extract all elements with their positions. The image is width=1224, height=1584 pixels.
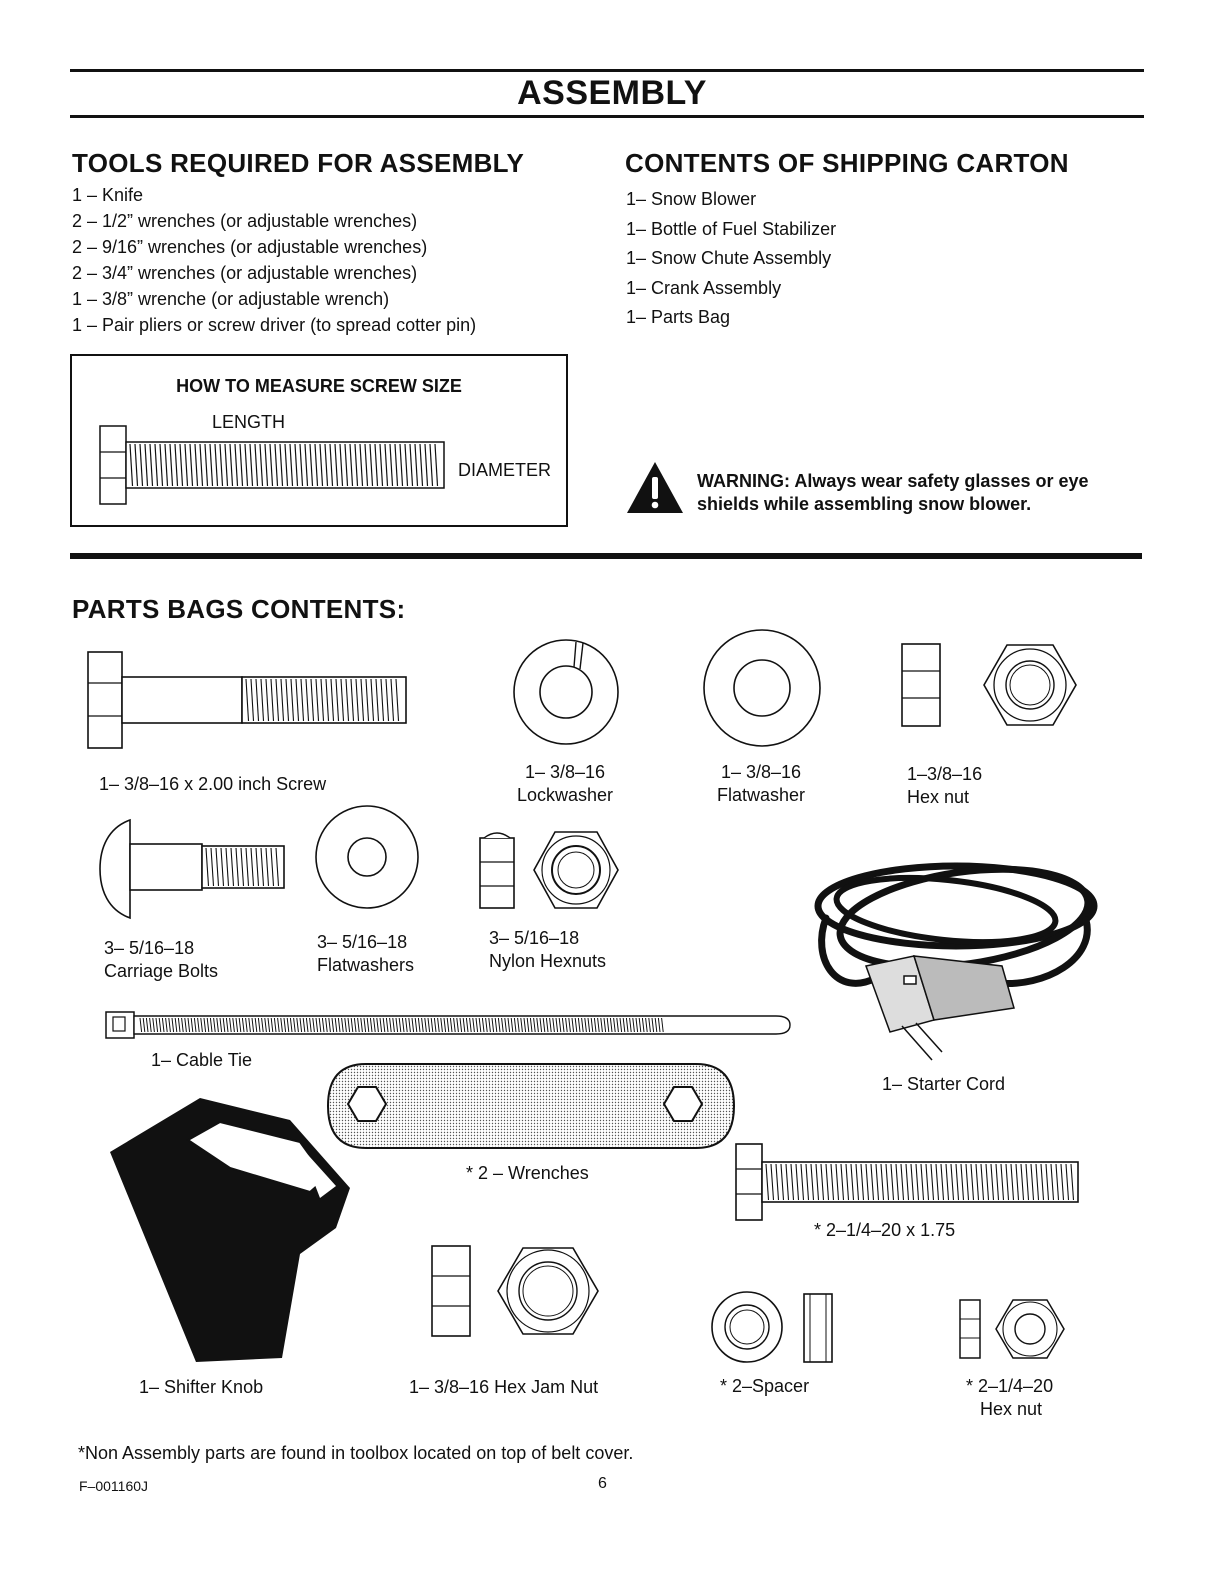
lockwasher-name: Lockwasher: [516, 785, 614, 805]
small-flatwasher-qty: 3– 5/16–18: [317, 932, 408, 952]
nylon-hexnut-icon: [478, 826, 638, 914]
carton-heading: CONTENTS OF SHIPPING CARTON: [625, 148, 1069, 178]
hex-nut-icon: [900, 640, 1085, 730]
tools-heading: TOOLS REQUIRED FOR ASSEMBLY: [72, 148, 525, 178]
parts-heading: PARTS BAGS CONTENTS:: [72, 594, 406, 624]
length-label: LENGTH: [212, 412, 286, 432]
small-flatwasher-icon: [314, 804, 420, 910]
spacer-label: * 2–Spacer: [720, 1376, 810, 1396]
form-number: F–001160J: [79, 1478, 149, 1494]
section-divider: [70, 553, 1142, 559]
cable-tie-label: 1– Cable Tie: [151, 1050, 253, 1070]
page-number: 6: [598, 1475, 607, 1492]
hex-nut-qty: 1–3/8–16: [907, 764, 983, 784]
measure-screw-icon: [98, 424, 458, 506]
nylon-hexnut-qty: 3– 5/16–18: [489, 928, 580, 948]
tool-item: 1 – Pair pliers or screw driver (to spread cotter pin): [72, 315, 477, 335]
flatwasher-name: Flatwasher: [716, 785, 806, 805]
quarter-hexnut-qty: * 2–1/4–20: [966, 1376, 1054, 1396]
tool-item: 1 – Knife: [72, 185, 144, 205]
flatwasher-icon: [702, 628, 822, 748]
warning-text: WARNING: Always wear safety glasses or eye shields while assembling snow blower.: [697, 471, 1089, 514]
carriage-bolt-icon: [98, 818, 288, 920]
wrench-icon: [326, 1062, 736, 1150]
warning-icon: [625, 460, 685, 515]
tool-item: 2 – 9/16” wrenches (or adjustable wrenches): [72, 237, 428, 257]
flatwasher-qty: 1– 3/8–16: [720, 762, 802, 782]
tool-item: 1 – 3/8” wrenche (or adjustable wrench): [72, 289, 390, 309]
carriage-bolt-name: Carriage Bolts: [104, 961, 219, 981]
carton-item: 1– Crank Assembly: [626, 277, 782, 298]
lockwasher-icon: [512, 638, 620, 746]
top-rule: [70, 69, 1144, 72]
starter-cord-label: 1– Starter Cord: [882, 1074, 1006, 1094]
hex-nut-name: Hex nut: [907, 787, 970, 807]
screw-icon: [86, 650, 416, 750]
page-title: ASSEMBLY: [517, 74, 707, 112]
spacer-icon: [710, 1290, 834, 1364]
small-flatwasher-name: Flatwashers: [317, 955, 415, 975]
cable-tie-icon: [104, 1010, 794, 1040]
tool-item: 2 – 1/2” wrenches (or adjustable wrenches): [72, 211, 418, 231]
footnote: *Non Assembly parts are found in toolbox located on top of belt cover.: [78, 1443, 634, 1463]
diameter-label: DIAMETER: [458, 460, 552, 480]
shifter-knob-label: 1– Shifter Knob: [139, 1377, 264, 1397]
title-underline: [70, 115, 1144, 118]
wrenches-label: * 2 – Wrenches: [466, 1163, 589, 1183]
carton-item: 1– Snow Blower: [626, 189, 757, 209]
quarter-hexnut-icon: [958, 1296, 1068, 1362]
starter-cord-icon: [806, 848, 1106, 1068]
carton-item: 1– Parts Bag: [626, 307, 731, 327]
carriage-bolt-qty: 3– 5/16–18: [104, 938, 195, 958]
tools-list: [72, 182, 476, 338]
screw-label: 1– 3/8–16 x 2.00 inch Screw: [99, 774, 327, 794]
tool-item: 2 – 3/4” wrenches (or adjustable wrenches): [72, 263, 418, 283]
jam-nut-label: 1– 3/8–16 Hex Jam Nut: [409, 1377, 599, 1397]
quarter-bolt-icon: [734, 1142, 1084, 1222]
carton-item: 1– Snow Chute Assembly: [626, 248, 832, 268]
quarter-hexnut-name: Hex nut: [980, 1399, 1043, 1419]
carton-list: [626, 185, 836, 333]
quarter-bolt-label: * 2–1/4–20 x 1.75: [814, 1220, 956, 1240]
shifter-knob-icon: [104, 1086, 354, 1366]
carton-item: 1– Bottle of Fuel Stabilizer: [626, 218, 837, 239]
nylon-hexnut-name: Nylon Hexnuts: [489, 951, 607, 971]
jam-nut-icon: [430, 1240, 600, 1342]
measure-title: HOW TO MEASURE SCREW SIZE: [176, 376, 462, 396]
lockwasher-qty: 1– 3/8–16: [524, 762, 606, 782]
